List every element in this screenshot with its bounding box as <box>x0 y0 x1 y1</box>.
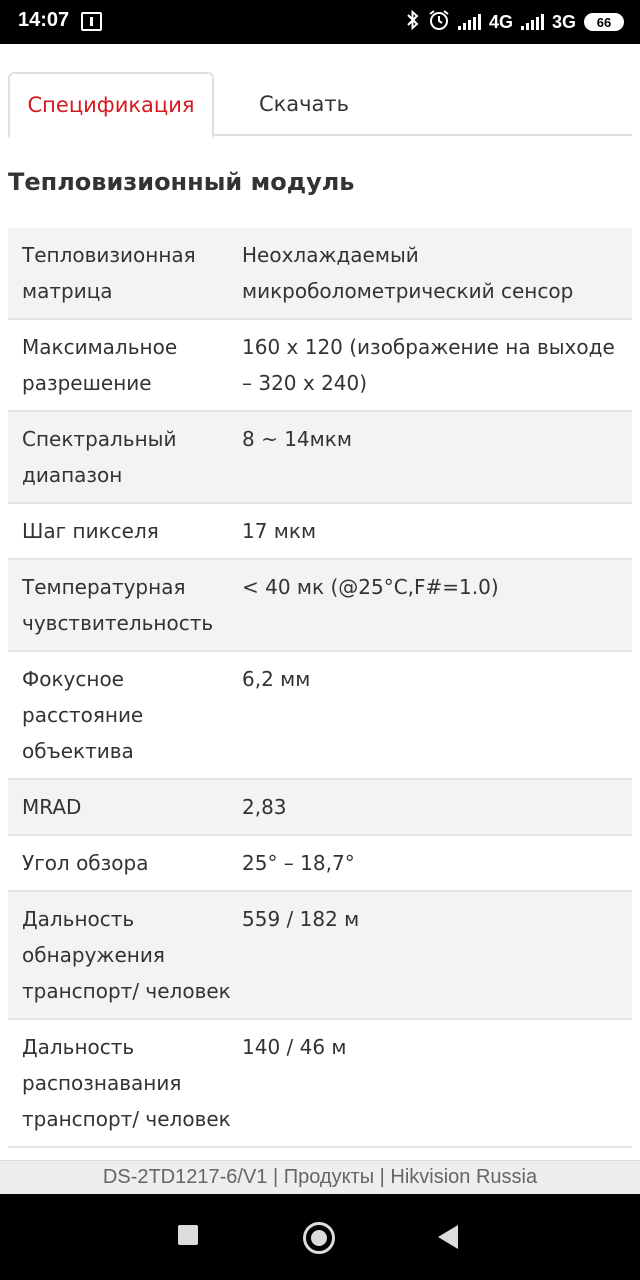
status-icons <box>406 9 624 35</box>
alarm-icon <box>428 9 450 36</box>
section-title: Тепловизионный модуль <box>8 168 355 196</box>
table-row <box>8 780 632 836</box>
table-row <box>8 228 632 320</box>
navigation-bar <box>0 1194 640 1280</box>
table-row <box>8 320 632 412</box>
signal-2-icon <box>521 14 544 30</box>
page-title-bar: DS-2TD1217-6/V1 | Продукты | Hikvision Russia <box>0 1160 640 1194</box>
spec-value: 8 ~ 14мкм <box>242 427 352 451</box>
spec-label: Температурная чувствительность <box>22 575 214 635</box>
tab-specification[interactable]: Спецификация <box>8 72 214 138</box>
spec-label: Дальность обнаружения транспорт/ человек <box>22 907 231 1003</box>
spec-value: 6,2 мм <box>242 667 311 691</box>
spec-value: Неохлаждаемый микроболометрический сенсор <box>242 243 574 303</box>
status-bar <box>0 0 640 44</box>
spec-value: 2,83 <box>242 795 287 819</box>
spec-label: Максимальное разрешение <box>22 335 178 395</box>
spec-label: Угол обзора <box>22 851 149 875</box>
battery-icon: 66 <box>584 13 624 31</box>
tab-download[interactable]: Скачать <box>258 92 350 116</box>
spec-value: 25° – 18,7° <box>242 851 355 875</box>
table-row <box>8 836 632 892</box>
square-icon <box>178 1225 198 1245</box>
spec-value: 140 / 46 м <box>242 1035 347 1059</box>
spec-value: 160 x 120 (изображение на выходе – 320 x 240) <box>242 335 615 395</box>
table-row <box>8 560 632 652</box>
notification-icon <box>81 12 102 31</box>
home-button[interactable] <box>303 1222 335 1254</box>
spec-value: 559 / 182 м <box>242 907 360 931</box>
spec-table <box>8 228 632 1148</box>
table-row <box>8 892 632 1020</box>
spec-label: Дальность распознавания транспорт/ человек <box>22 1035 231 1131</box>
network-2-label: 3G <box>551 11 576 32</box>
signal-1-icon <box>458 14 481 30</box>
spec-label: Спектральный диапазон <box>22 427 177 487</box>
table-row <box>8 412 632 504</box>
spec-value: < 40 мк (@25°C,F#=1.0) <box>242 575 499 599</box>
spec-label: MRAD <box>22 795 82 819</box>
back-triangle-icon <box>438 1225 458 1249</box>
table-row <box>8 1020 632 1148</box>
tab-bar <box>8 72 632 136</box>
status-time: 14:07 <box>18 9 70 31</box>
table-row <box>8 652 632 780</box>
home-circle-icon <box>303 1222 335 1254</box>
spec-label: Тепловизионная матрица <box>22 243 196 303</box>
network-1-label: 4G <box>488 11 513 32</box>
back-button[interactable] <box>436 1222 468 1254</box>
recent-apps-button[interactable] <box>176 1222 208 1254</box>
spec-value: 17 мкм <box>242 519 317 543</box>
bluetooth-icon <box>406 10 420 35</box>
table-row <box>8 504 632 560</box>
spec-label: Шаг пикселя <box>22 519 159 543</box>
spec-label: Фокусное расстояние объектива <box>22 667 144 763</box>
